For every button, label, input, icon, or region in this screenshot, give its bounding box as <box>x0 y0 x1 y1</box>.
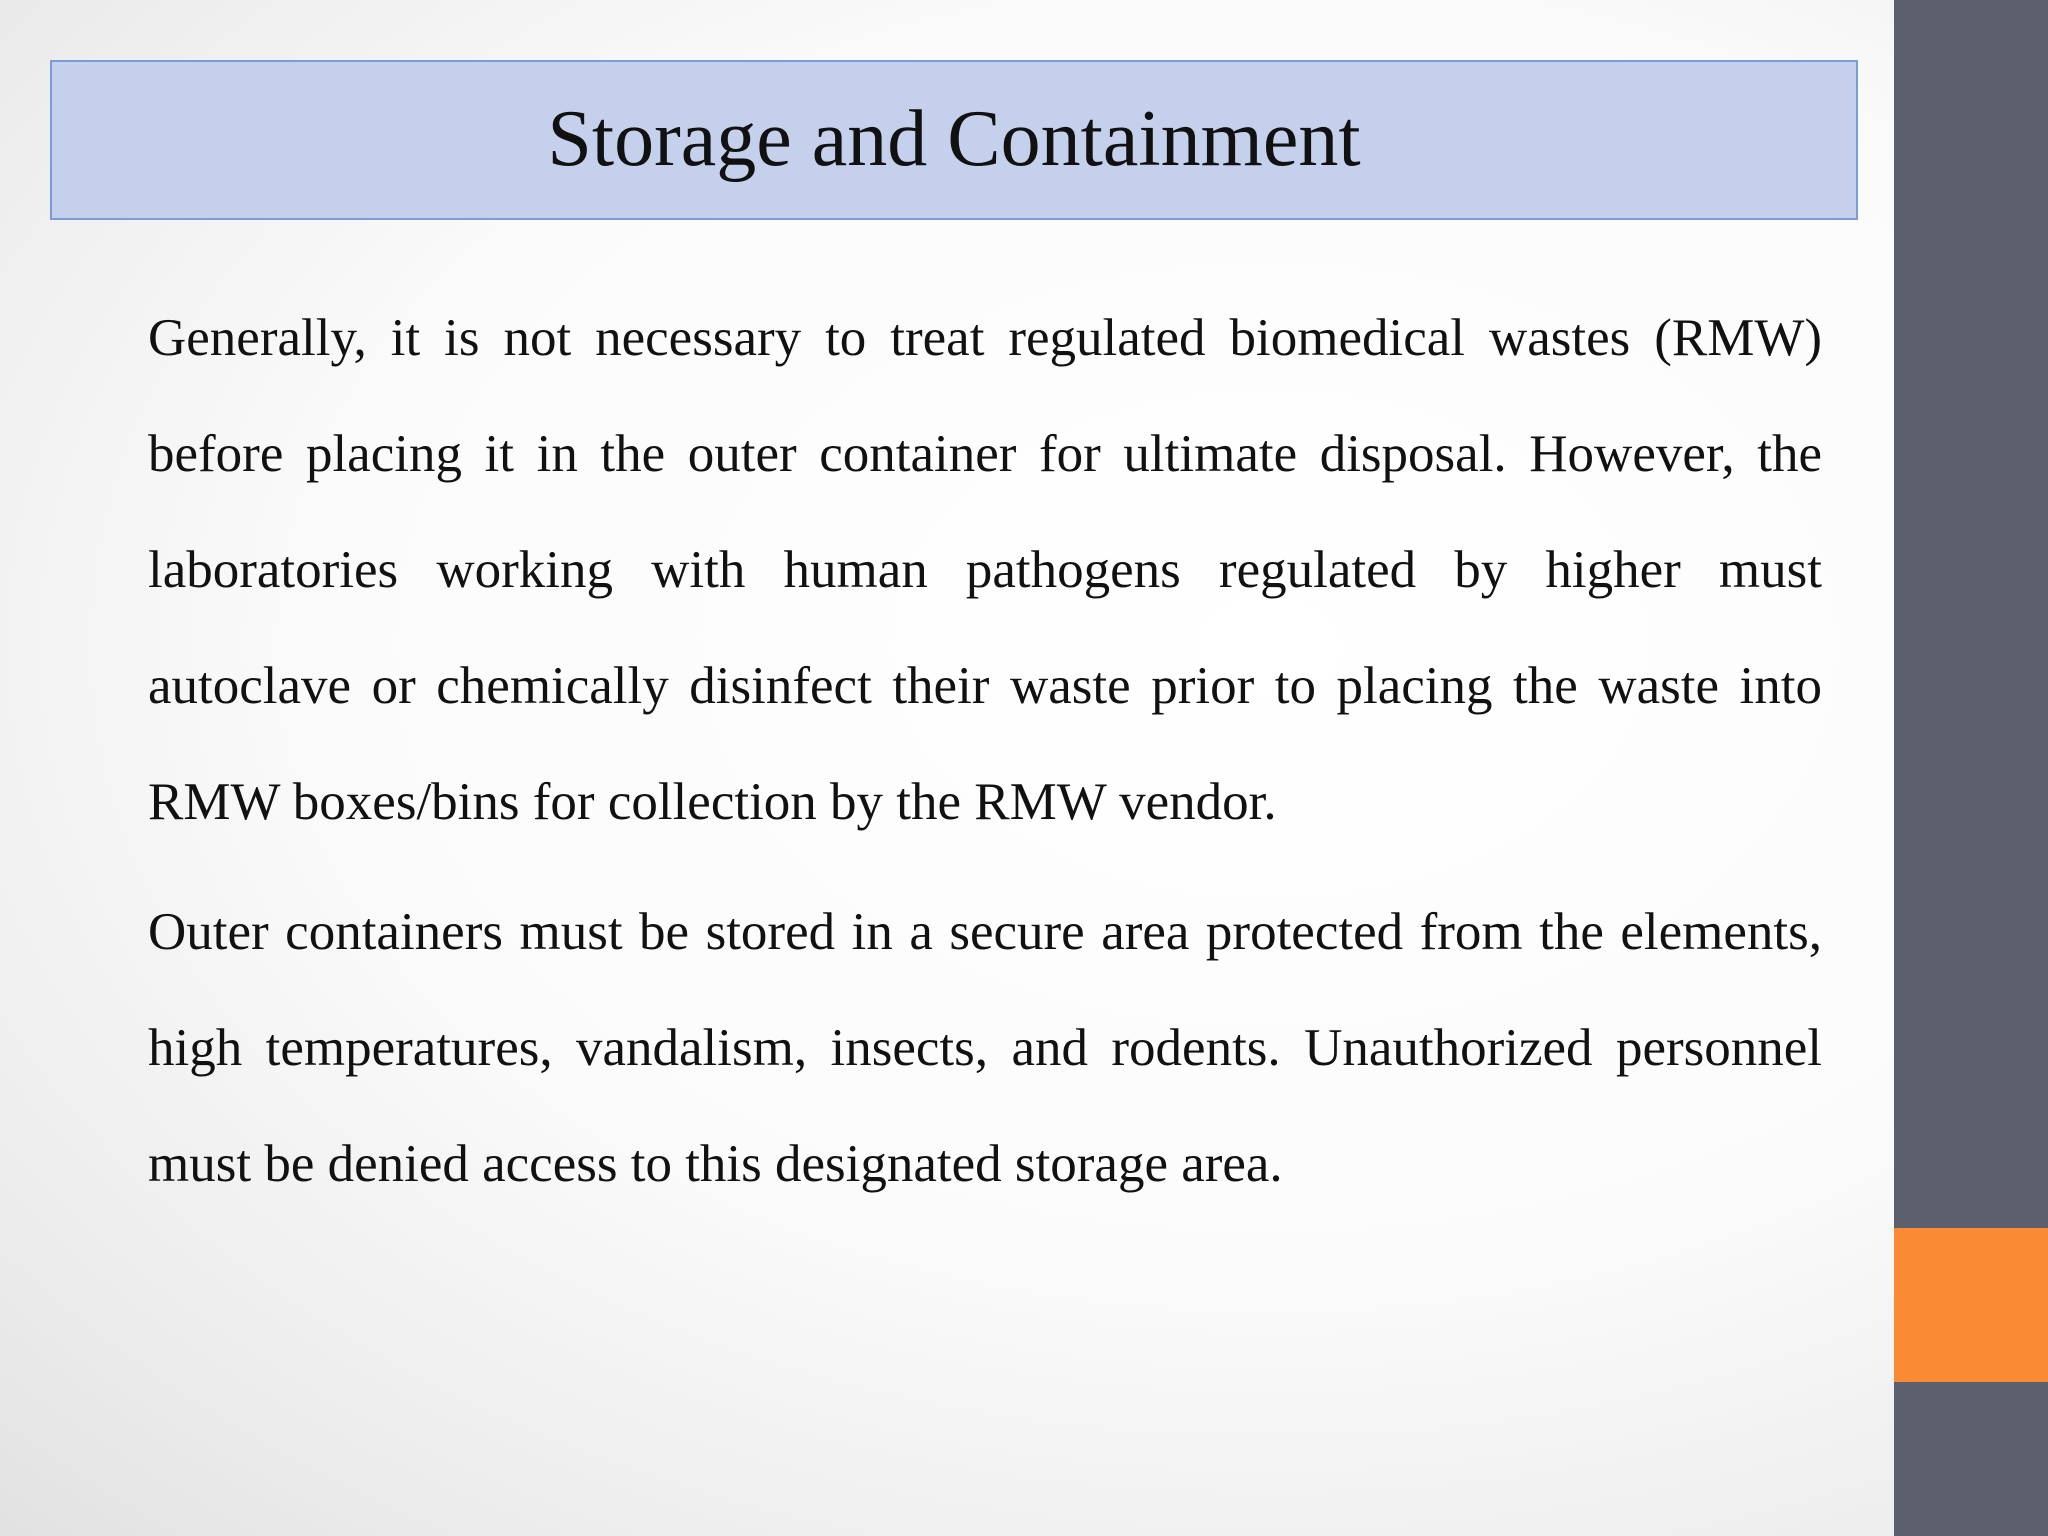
slide-body <box>148 280 1822 1222</box>
title-box <box>50 60 1858 220</box>
slide-title: Storage and Containment <box>547 95 1361 183</box>
body-paragraph-2: Outer containers must be stored in a secure area protected from the elements, high temperatures, vandalism, insects, and rodents. Unauthorized personnel must be denied access to this designated storage area. <box>148 903 1822 1193</box>
accent-block <box>1894 1228 2048 1382</box>
body-paragraph-1: Generally, it is not necessary to treat regulated biomedical wastes (RMW) before placing it in the outer container for ultimate disposal. However, the laboratories working with human pathogens regulated by higher must autoclave or chemically disinfect their waste prior to placing the waste into RMW boxes/bins for collection by the RMW vendor. <box>148 309 1822 831</box>
